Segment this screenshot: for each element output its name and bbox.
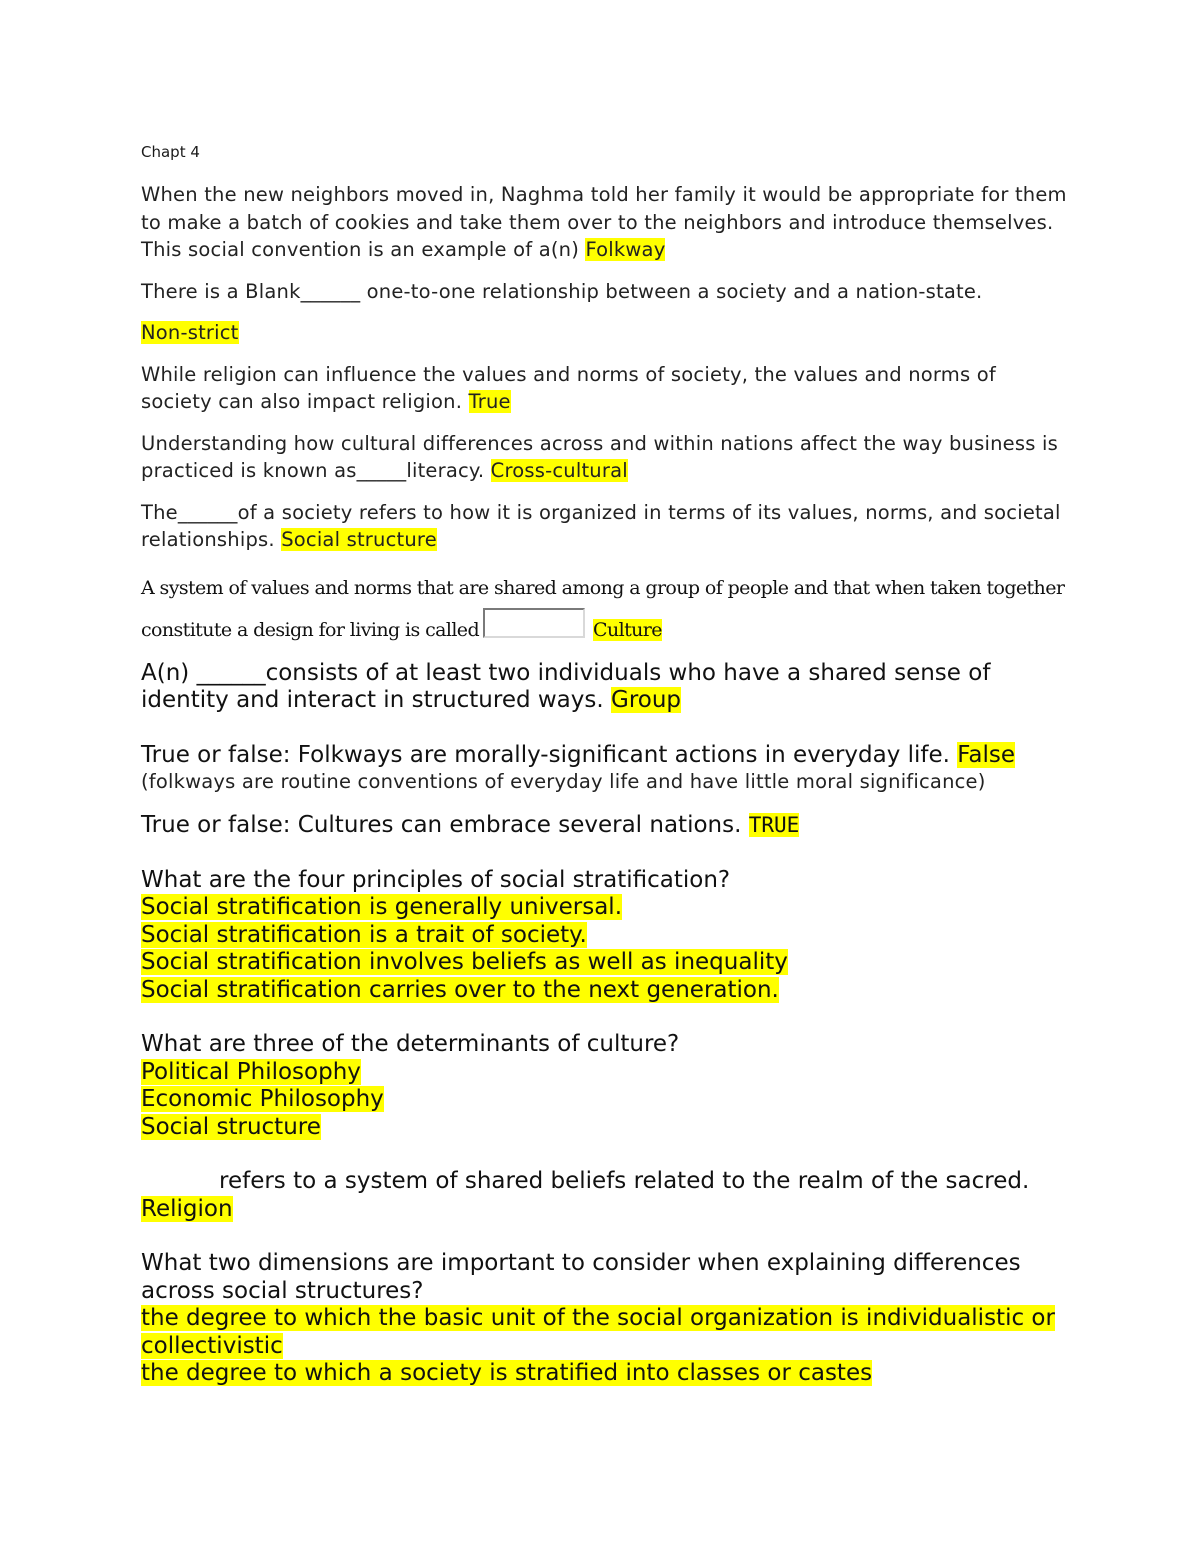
question-11	[141, 1031, 1071, 1141]
question-8	[141, 742, 1071, 795]
question-text: A(n) ______consists of at least two individuals who have a shared sense of identity and interact in structured ways.	[141, 659, 991, 713]
answer-highlight: Cross-cultural	[490, 459, 628, 482]
question-text: True or false: Folkways are morally-significant actions in everyday life.	[141, 741, 958, 768]
question-text: A system of values and norms that are shared among a group of people and that when taken together constitute a design for living is called	[141, 576, 1065, 641]
answer-line	[141, 1196, 1071, 1224]
answer-2	[141, 319, 1071, 347]
answer-line	[141, 1305, 1071, 1360]
document-body	[141, 143, 1071, 1415]
answer-highlight: Culture	[593, 618, 662, 641]
question-5	[141, 499, 1071, 554]
question-6	[141, 568, 1071, 650]
question-text: True or false: Cultures can embrace several nations.	[141, 812, 749, 838]
answer-highlight: TRUE	[748, 813, 800, 837]
answer-highlight: the degree to which the basic unit of the social organization is individualistic or collectivistic	[141, 1305, 1055, 1359]
answer-highlight: Social stratification carries over to the next generation.	[141, 976, 779, 1003]
question-text: What two dimensions are important to consider when explaining differences across social structures?	[141, 1250, 1021, 1304]
answer-highlight: Group	[611, 687, 682, 713]
answer-line	[141, 922, 1071, 950]
question-line	[141, 1168, 1071, 1196]
question-9	[141, 812, 1071, 840]
answer-highlight: Social stratification is a trait of society.	[141, 921, 587, 948]
question-text: When the new neighbors moved in, Naghma told her family it would be appropriate for them to make a batch of cookies and take them over to the neighbors and introduce themselves. This social convention is an example of a(n)	[141, 183, 1067, 261]
question-2: There is a Blank______ one-to-one relationship between a society and a nation-state.	[141, 279, 983, 303]
question-text: What are three of the determinants of culture?	[141, 1031, 680, 1057]
question-10	[141, 867, 1071, 1005]
question-12	[141, 1168, 1071, 1223]
answer-line	[141, 1086, 1071, 1114]
answer-line	[141, 1114, 1071, 1142]
question-1	[141, 181, 1071, 264]
answer-line	[141, 977, 1071, 1005]
answer-highlight: Economic Philosophy	[141, 1086, 384, 1112]
answer-highlight: Social stratification is generally universal.	[141, 894, 623, 920]
question-text: The______of a society refers to how it is organized in terms of its values, norms, and societal relationships.	[141, 500, 1061, 551]
answer-highlight: Social stratification involves beliefs as well as inequality	[141, 949, 788, 975]
answer-highlight: True	[468, 390, 511, 413]
question-text: What are the four principles of social stratification?	[141, 866, 731, 893]
answer-line	[141, 1360, 1071, 1388]
answer-highlight: the degree to which a society is stratified into classes or castes	[141, 1360, 873, 1386]
answer-line	[141, 894, 1071, 922]
page-title: Chapt 4	[141, 143, 200, 161]
answer-note: (folkways are routine conventions of everyday life and have little moral significance)	[141, 770, 986, 793]
answer-highlight: Non-strict	[141, 321, 239, 344]
answer-highlight: Religion	[141, 1195, 233, 1222]
answer-highlight: Social structure	[141, 1113, 321, 1140]
question-3	[141, 361, 1071, 416]
answer-line	[141, 1059, 1071, 1087]
answer-highlight: False	[957, 741, 1016, 768]
answer-highlight: Folkway	[585, 238, 666, 261]
question-text: While religion can influence the values and norms of society, the values and norms of society can also impact religion.	[141, 362, 996, 413]
question-text: Understanding how cultural differences across and within nations affect the way business is practiced is known as_____literacy.	[141, 431, 1058, 482]
question-7	[141, 660, 1071, 715]
answer-highlight: Social structure	[281, 528, 437, 551]
question-line	[141, 742, 1071, 770]
answer-line	[141, 949, 1071, 977]
answer-highlight: Political Philosophy	[141, 1058, 361, 1085]
question-13	[141, 1250, 1071, 1388]
blank-answer-box[interactable]	[483, 608, 585, 638]
question-text: refers to a system of shared beliefs related to the realm of the sacred.	[219, 1168, 1030, 1194]
question-4	[141, 430, 1071, 485]
